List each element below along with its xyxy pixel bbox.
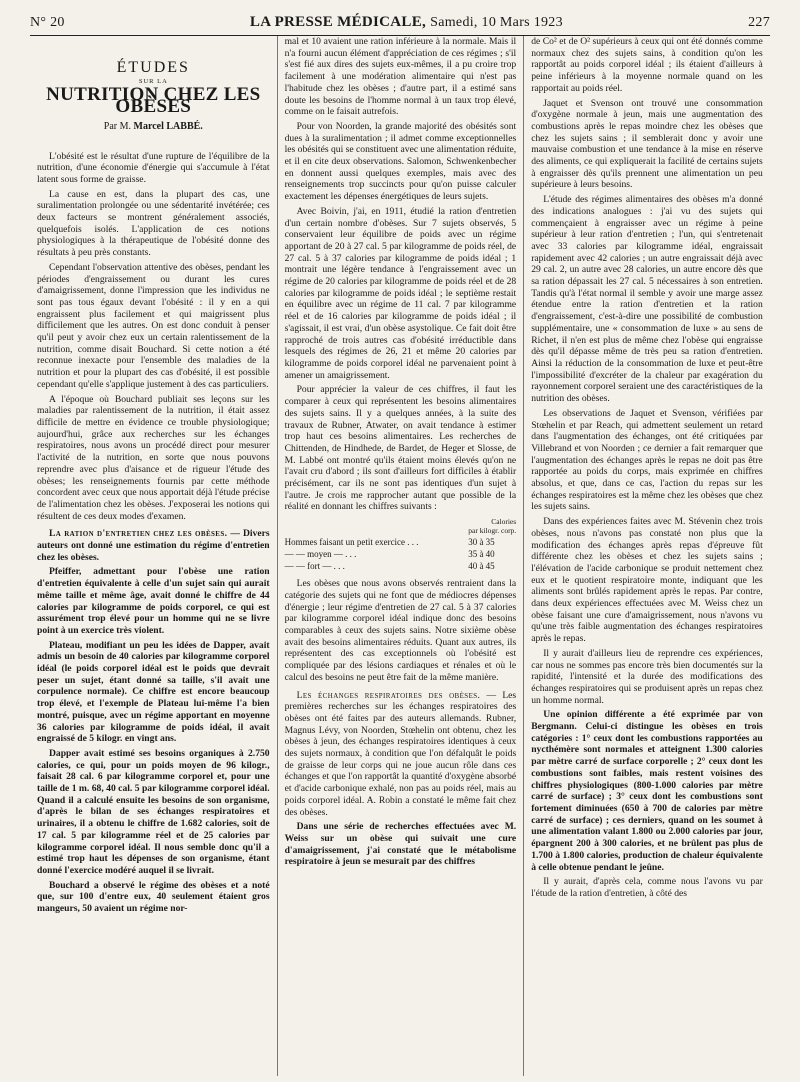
table-row	[285, 549, 517, 561]
page-number: 227	[748, 15, 770, 30]
paragraph: A l'époque où Bouchard publiait ses leçons sur les maladies par ralentissement de la nutrition, il était assez difficile de mettre en évidence ce trouble physiologique; aujourd'hui, grâce aux recherches sur les échanges respiratoires, nous avons un procédé direct pour mesurer l'activité de la nutrition, en sorte que nous pouvons reprendre avec plus d'aisance et de rigueur l'étude des obèses; les renseignements fournis par cette méthode concordent avec ceux que nous apportait déjà l'étude précise de l'alimentation chez les obèses. J'exposerai les notions qui résultent de ces deux modes d'examen.	[37, 393, 270, 522]
paragraph: Dans une série de recherches effectuées avec M. Weiss sur un obèse qui suivait une cure d'amaigrissement, j'ai constaté que le métabolisme respiratoire à jeun se mesurait par des chiffres	[284, 821, 517, 868]
issue-date: Samedi, 10 Mars 1923	[430, 15, 563, 30]
paragraph: Pour von Noorden, la grande majorité des obésités sont dues à la suralimentation ; il admet comme exceptionnelles les obésités qui se constituent avec une alimentation réduite, et il en cite deux observations. Salomon, Schwenkenbecher en donnent aussi quelques exemples, mais avec des renseignements trop succincts pour qu'on puisse calculer exactement les dépenses énergétiques de leurs sujets.	[284, 120, 517, 203]
table-header-line-1: Calories	[491, 517, 517, 527]
table-row	[285, 537, 517, 549]
row-value: 35 à 40	[468, 548, 495, 559]
paragraph: Pfeiffer, admettant pour l'obèse une ration d'entretien équivalente à celle d'un sujet sain qui aurait même taille et même âge, avait donné le chiffre de 44 calories par kilogramme de poids corporel, ce qui est assurément trop élevé pour un homme qui ne se livre point à un exercice très violent.	[37, 566, 270, 636]
paragraph: Les observations de Jaquet et Svenson, vérifiées par Stœhelin et par Reach, qui admettent seulement un retard dans l'augmentation des échanges, ont été critiquées par Villebrand et von Noorden ; ce dernier a fait remarquer que l'augmentation des échanges après le repas ne doit pas être rapportée au poids du corps, mais exprimée en chiffres absolus, et que, dans ce cas, l'action du repas sur les échanges respiratoires est la même chez les obèses que chez les sujets sains.	[531, 407, 763, 513]
row-value: 30 à 35	[468, 537, 495, 548]
row-value: 40 à 45	[468, 560, 495, 571]
masthead	[250, 14, 563, 31]
paragraph: Une opinion différente a été exprimée par von Bergmann. Celui-ci distingue les obèses en trois catégories : 1° ceux dont les combustions rapportées au nycthémère sont normales et atteignent 1.300 calories par mètre carré de surface corporelle ; 2° ceux dont les combustions sont faibles, mais restent voisines des chiffres physiologiques (800-1.000 calories par mètre carré de surface) ; 3° ceux dont les combustions sont fortement diminuées (650 à 700 de calories par mètre carré de surface) ; ces derniers, quand on les soumet à une alimentation valant 1.800 ou 2.000 calories par jour, épargnent 200 à 300 calories, et ne brûlent pas plus de 1.700 à 1.800 calories, production de chaleur équivalente à celle obtenue pendant le jeûne.	[531, 709, 763, 873]
row-label: Hommes faisant un petit exercice . . .	[284, 537, 419, 548]
paragraph: L'obésité est le résultat d'une rupture de l'équilibre de la nutrition, d'une économie d'énergie qui s'accumule à l'état latent sous forme de graisse.	[37, 150, 270, 185]
paragraph: L'étude des régimes alimentaires des obèses m'a donné des indications analogues : j'ai vu des sujets qui commençaient à engraisser avec un régime à peine supérieur à leur ration d'entretien ; l'un, qui s'entretenait avec 33 calories par kilogramme idéal, engraissait rapidement avec 42 calories ; un autre engraissait déjà avec 29 cal. 2, un autre avec 28 calories, un autre encore dès que sa ration dépassait les 27 cal. 5 nécessaires à son entretien. Tandis qu'à l'état normal il semble y avoir une marge assez étendue entre la ration d'entretien et la ration d'engraissement, c'est-à-dire une possibilité de combustion supplémentaire, une « consommation de luxe » au sens de Richet, il n'en est plus de même chez l'obèse qui engraisse dès qu'il dépasse même de très peu sa ration d'entretien. Ainsi la réduction de la consommation de luxe et peut-être l'impossibilité d'excréter de la chaleur par exagération du rayonnement corporel seraient une des caractéristiques de la nutrition des obèses.	[531, 194, 763, 405]
author-name: Marcel LABBÉ.	[133, 120, 203, 132]
article-byline	[37, 121, 270, 133]
paragraph: Pour apprécier la valeur de ces chiffres, il faut les comparer à ceux qui représentent les besoins alimentaires des sujets sains. Il y a quelques années, à la suite des travaux de Rubner, Atwater, on avait tendance à estimer trop haut ces besoins alimentaires. Les recherches de Chittenden, de Hindhede, de Bardet, de Heger et Slosse, de M. Labbé ont montré qu'ils étaient moins élevés qu'on ne l'avait cru d'abord ; ils sont d'ailleurs fort difficiles à établir précisément, car ils ne sont pas identiques d'un sujet à l'autre. Je crois me rapprocher autant que possible de la réalité en donnant les chiffres suivants :	[284, 384, 517, 513]
page-header	[30, 14, 770, 36]
byline-prefix: Par M.	[103, 120, 132, 132]
calorie-table	[285, 517, 517, 572]
paragraph: Bouchard a observé le régime des obèses et a noté que, sur 100 d'entre eux, 40 seulement étaient gros mangeurs, 50 avaient un régime nor-	[37, 879, 270, 915]
paragraph: Jaquet et Svenson ont trouvé une consommation d'oxygène normale à jeun, mais une augmentation des combustions après le repas moindre chez les obèses que chez les sujets sains ; il semblerait donc y avoir une mauvaise combustion et une tendance à la mise en réserve des aliments, ce qui expliquerait la facilité de certains sujets à engraisser dès qu'ils prennent une alimentation un peu supérieure à leurs besoins.	[531, 97, 763, 191]
section-intro: Divers auteurs ont donné une estimation du régime d'entretien chez les obèses.	[37, 528, 270, 563]
column-3	[523, 36, 770, 1076]
row-label: — — moyen — . . .	[284, 548, 357, 559]
row-label: — — fort — . . .	[284, 560, 345, 571]
paragraph: Avec Boivin, j'ai, en 1911, étudié la ration d'entretien d'un certain nombre d'obèses. Sur 7 sujets observés, 5 conservaient leur équilibre de poids avec un régime apportant de 20 à 27 cal. 5 par kilogramme de poids réel, de 27 cal. 5 à 37 calories par kilogramme de poids idéal ; 1 montrait une légère tendance à l'engraissement avec un régime de 20 calories par kilogramme de poids réel et de 28 calories par kilogramme de poids idéal ; le septième restait en équilibre avec un régime de 11 cal. 7 par kilogramme réel et de 16 calories par kilogramme de poids idéal ; il s'agissait, il est vrai, d'un obèse asystolique. Ce fait doit être rapproché de trois autres cas d'obésité irréductible dans lesquels des régimes de 26, 21 et même 20 calories par kilogramme de poids corporel idéal ne parvenaient point à amener un amaigrissement.	[284, 205, 517, 381]
table-header	[285, 517, 517, 535]
paragraph: Dapper avait estimé ses besoins organiques à 2.750 calories, ce qui, pour un poids moyen de 96 kilogr., faisait 28 cal. 6 par kilogramme corporel et, pour une taille de 1 m. 68, 40 cal. 5 par kilogramme corporel idéal. Quand il a calculé ensuite les besoins de son organisme, d'après le bilan de ses échanges respiratoires et urinaires, il a obtenu le chiffre de 1.682 calories, soit de 17 cal. 5 par kilogramme réel et de 25 calories par kilogramme corporel idéal. Il nous semble donc qu'il a estimé trop haut les dépenses de son organisme, étant donné l'exercice modéré auquel il se livrait.	[37, 747, 270, 876]
paragraph: La cause en est, dans la plupart des cas, une suralimentation prolongée ou une sédentarité invétérée; ces deux facteurs se montrent généralement associés, quelquefois isolés. L'application de ces notions physiologiques à la thérapeutique de l'obésité donne des résultats à peu près constants.	[37, 188, 270, 259]
section-heading: La ration d'entretien chez les obèses. —	[49, 528, 241, 540]
article-small-words: SUR LA	[138, 77, 168, 85]
article-kicker: ÉTUDES	[116, 59, 190, 76]
table-row	[285, 561, 517, 573]
paragraph: Il y aurait d'ailleurs lieu de reprendre ces expériences, car nous ne sommes pas encore très bien documentés sur la rapidité, l'intensité et la durée des modifications des échanges respiratoires qui se produisent après un repas chez un homme normal.	[531, 647, 763, 706]
journal-name: LA PRESSE MÉDICALE,	[249, 14, 427, 30]
text-columns	[30, 36, 770, 1076]
section-heading: Les échanges respiratoires des obèses. —	[296, 689, 497, 701]
issue-number: N° 20	[30, 15, 65, 30]
section-paragraph	[37, 528, 270, 563]
column-2	[277, 36, 524, 1076]
table-header-line-2: par kilogr. corp.	[468, 526, 517, 536]
paragraph: mal et 10 avaient une ration inférieure à la normale. Mais il n'a fourni aucun élément d'appréciation de ces régimes ; s'il s'est fié aux dires des sujets eux-mêmes, il a pu croire trop facilement à une modération alimentaire qui n'est pas l'habitude chez les obèses ; d'autre part, il a estimé sans doute les besoins de l'homme normal à un taux trop élevé, comme on le faisait autrefois.	[284, 36, 517, 118]
article-title-block	[37, 59, 270, 133]
paragraph: Les obèses que nous avons observés rentraient dans la catégorie des sujets qui ne font que de médiocres dépenses d'énergie ; leur régime d'entretien de 27 cal. 5 à 37 calories par kilogramme corporel idéal indique donc des besoins comparables à ceux des sujets sains. Notre sixième obèse avait des besoins alimentaires réduits. Quant aux autres, ils représentent des cas exceptionnels où l'obésité est compliquée par des lésions cardiaques et rénales et où le calcul des besoins ne peut être fait de la même manière.	[284, 578, 517, 683]
paragraph: Plateau, modifiant un peu les idées de Dapper, avait admis un besoin de 40 calories par kilogramme corporel idéal (le poids corporel idéal est le poids que devrait peser un sujet, étant donné sa taille, s'il avait une corpulence normale). Ce chiffre est encore beaucoup trop élevé, et l'exemple de Plateau lui-même l'a bien montré, puisque, avec un régime apportant en moyenne 36 calories par kilogramme de poids idéal, il avait engraissé de 5 kilogr. en vingt ans.	[37, 639, 270, 745]
paragraph: de Co² et de O² supérieurs à ceux qui ont été donnés comme normaux chez des sujets sains, à condition qu'on les rapportât au poids corporel idéal ; ils étaient d'ailleurs à peine inférieurs à la moyenne normale quand on les rapportait au poids réel.	[531, 36, 763, 94]
section-paragraph	[285, 690, 517, 819]
column-1	[30, 36, 277, 1076]
article-title: NUTRITION CHEZ LES OBÈSES	[46, 84, 261, 118]
paragraph: Il y aurait, d'après cela, comme nous l'avons vu par l'étude de la ration d'entretien, à côté des	[531, 876, 763, 899]
section-intro: Les premières recherches sur les échanges respiratoires des obèses ont été faites par des auteurs allemands. Rubner, Magnus Lévy, von Noorden, Stœhelin ont obtenu, chez les obèses à jeun, des échanges respiratoires identiques à ceux des sujets normaux, à condition que l'on défalquât le poids de graisse de leur corps qui ne joue aucun rôle dans ces échanges et que l'on rapportât la quantité d'oxygène absorbé et d'acide carbonique exhalé, non pas au poids réel, mais au poids corporel idéal. A. Robin a constaté le même fait chez des obèses.	[284, 689, 517, 818]
paragraph: Dans des expériences faites avec M. Stévenin chez trois obèses, nous n'avons pas constaté non plus que la modification des échanges après repas d'épreuve fût différente chez les obèses et chez les sujets sains ; l'élévation de l'acide carbonique se produit nettement chez eux et le quotient respiratoire monte, indiquant que les aliments sont brûlés rapidement après le repas. Par contre, dans deux expériences effectuées avec M. Weiss chez un obèse faisant une cure d'amaigrissement, nous n'avons vu qu'une très faible augmentation des échanges respiratoires après le repas.	[531, 516, 763, 645]
paragraph: Cependant l'observation attentive des obèses, pendant les périodes d'engraissement ou durant les cures d'amaigrissement, donne l'impression que les individus ne sont pas tous égaux devant l'obésité : il y en a qui engraissent plus facilement et qui maigrissent plus difficilement que les autres. On est donc conduit à penser qu'il peut y avoir chez eux un certain ralentissement de la nutrition, comme disait Bouchard. Si cette notion a été reconnue inexacte pour l'ensemble des maladies de la nutrition et pour la plupart des cas d'obésité, il est possible cependant qu'elle s'applique justement à des cas particuliers.	[37, 261, 270, 390]
